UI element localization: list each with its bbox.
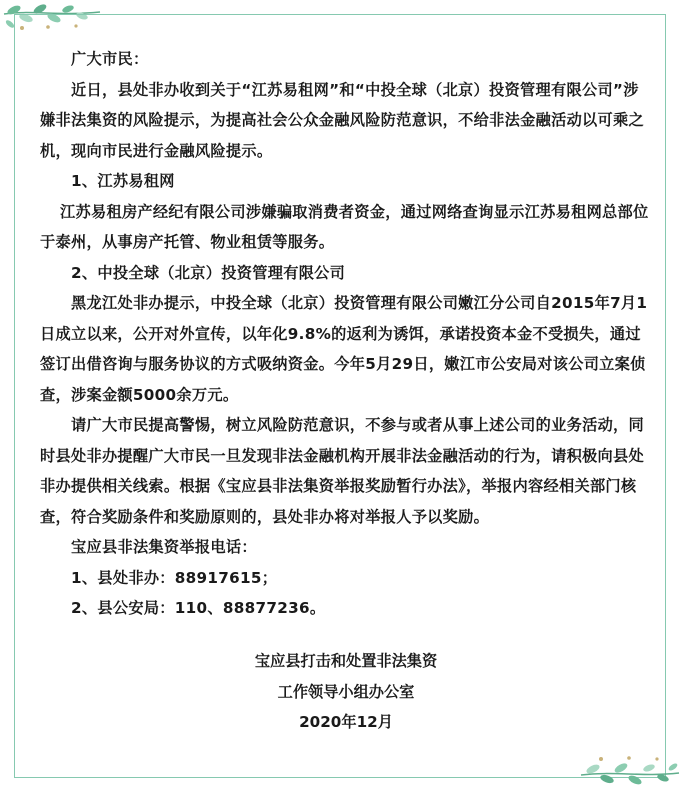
notice-body xyxy=(40,44,652,624)
corner-leaf-decoration-bottom-right xyxy=(573,743,683,793)
section2-heading: 2、中投全球（北京）投资管理有限公司 xyxy=(71,263,346,282)
section1-body: 江苏易租房产经纪有限公司涉嫌骗取消费者资金，通过网络查询显示江苏易租网总部位于泰州，从事房产托管、物业租赁等服务。 xyxy=(40,202,649,251)
signature-date: 2020年12月 xyxy=(299,713,393,731)
hotline-title: 宝应县非法集资举报电话： xyxy=(71,538,257,556)
section1-heading: 1、江苏易租网 xyxy=(71,172,175,190)
salutation: 广大市民： xyxy=(71,50,149,68)
signature-org-line2: 工作领导小组办公室 xyxy=(277,682,415,701)
signature-block xyxy=(40,646,652,738)
hotline-line1: 1、县处非办：88917615； xyxy=(71,568,278,587)
section2-body: 黑龙江处非办提示，中投全球（北京）投资管理有限公司嫩江分公司自2015年7月1日成立以来，公开对外宣传，以年化9.8%的返利为诱饵，承诺投资本金不受损失，通过签订出借咨询与服务协议的方式吸纳资金。今年5月29日，嫩江市公安局对该公司立案侦查，涉案金额5000余万元。 xyxy=(40,294,648,404)
signature-org-line1: 宝应县打击和处置非法集资 xyxy=(254,652,438,670)
intro-paragraph: 近日，县处非办收到关于“江苏易租网”和“中投全球（北京）投资管理有限公司”涉嫌非法集资的风险提示，为提高社会公众金融风险防范意识，不给非法金融活动以可乘之机，现向市民进行金融风险提示。 xyxy=(40,80,645,160)
appeal-paragraph: 请广大市民提高警惕，树立风险防范意识，不参与或者从事上述公司的业务活动，同时县处非办提醒广大市民一旦发现非法金融机构开展非法金融活动的行为，请积极向县处非办提供相关线索。根据《宝应县非法集资举报奖励暂行办法》，举报内容经相关部门核查，符合奖励条件和奖励原则的，县处非办将对举报人予以奖励。 xyxy=(40,416,645,526)
hotline-line2: 2、县公安局：110、88877236。 xyxy=(71,599,326,617)
